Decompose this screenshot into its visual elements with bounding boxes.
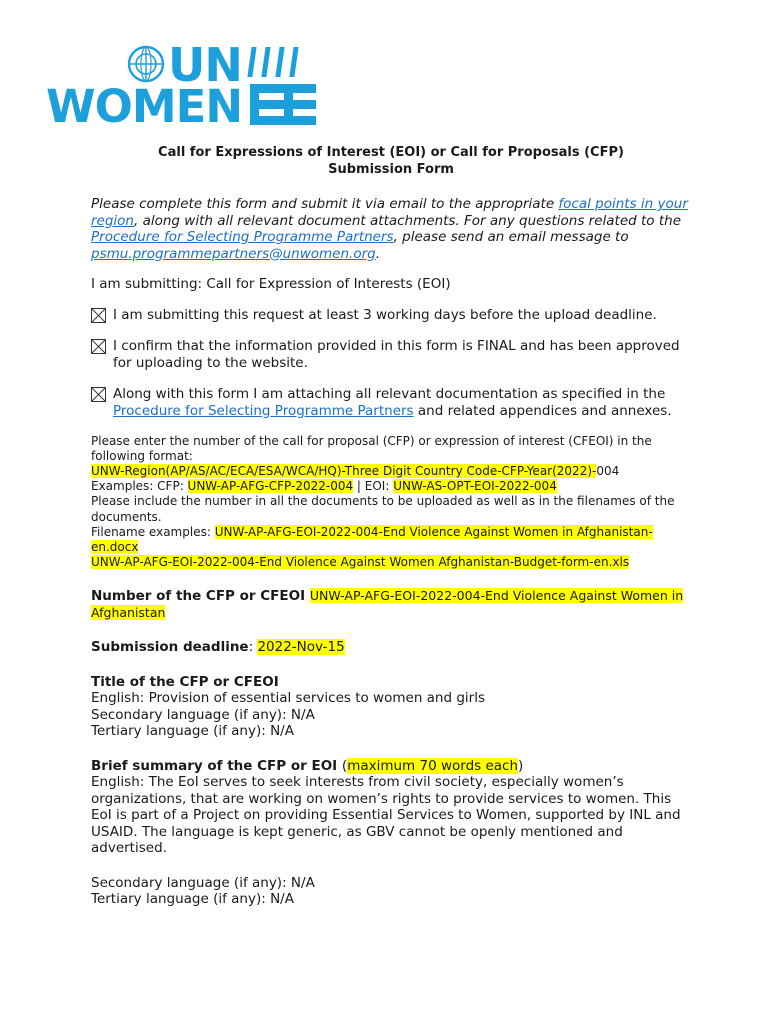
numbering-instructions: Please enter the number of the call for proposal (CFP) or expression of interest (CFEOI) in the following format: UNW-Region(AP/AS/AC/ECA/ESA/WCA/HQ)-Three Digit Country Code-CFP-Year(2022)-004 Examples: CFP: UNW-AP-AFG-CFP-2022-004 | EOI: UNW-AS-OPT-EOI-2022-004 Please include the number in all the documents to be uploaded as well as in the filenames of the documents. Filename examples: UNW-AP-AFG-EOI-2022-004-End Violence Against Women in Afghanistan-en.docx UNW-AP-AFG-EOI-2022-004-End Violence Against Women Afghanistan-Budget-form-en.xls xyxy=(91,433,675,570)
form-title: Call for Expressions of Interest (EOI) or Call for Proposals (CFP) Submission Form xyxy=(158,145,624,177)
logo-un-text: UN xyxy=(168,38,242,92)
checkbox-row-attachments: Along with this form I am attaching all relevant documentation as specified in the Procedure for Selecting Programme Partners and related appendices and annexes. xyxy=(91,386,691,420)
logo-women-text: WOMEN xyxy=(46,80,243,133)
un-emblem-icon xyxy=(126,44,166,84)
title-heading: Title of the CFP or CFEOI xyxy=(91,673,279,690)
format-highlight: UNW-Region(AP/AS/AC/ECA/ESA/WCA/HQ)-Three Digit Country Code-CFP-Year(2022)- xyxy=(91,463,597,478)
cfp-number-section: Number of the CFP or CFEOI UNW-AP-AFG-EOI-2022-004-End Violence Against Women in Afghanistan xyxy=(91,588,684,620)
checked-checkbox-icon[interactable] xyxy=(91,387,106,402)
intro-paragraph: Please complete this form and submit it via email to the appropriate focal points in your region, along with all relevant document attachments. For any questions related to the Procedure for Selecting Programme Partners, please send an email message to psmu.programmepartners@unwomen.org. xyxy=(91,196,688,262)
checked-checkbox-icon[interactable] xyxy=(91,339,106,354)
procedure-link[interactable]: Procedure for Selecting Programme Partners xyxy=(91,229,394,245)
checked-checkbox-icon[interactable] xyxy=(91,308,106,323)
cfp-number-value: UNW-AP-AFG-EOI-2022-004-End Violence Against Women in Afghanistan xyxy=(91,588,684,620)
un-women-logo xyxy=(44,38,324,133)
title-section: Title of the CFP or CFEOI English: Provision of essential services to women and girls Secondary language (if any): N/A Tertiary language (if any): N/A xyxy=(91,674,691,740)
example-eoi: UNW-AS-OPT-EOI-2022-004 xyxy=(393,479,557,494)
form-content xyxy=(91,144,691,908)
summary-section: Brief summary of the CFP or EOI (maximum 70 words each) English: The EoI serves to seek interests from civil society, especially women’s organizations, that are working on women’s rights to provide services to women. This EoI is part of a Project on providing Essential Services to Women, supported by INL and USAID. The language is kept generic, as GBV cannot be openly mentioned and advertised. Secondary language (if any): N/A Tertiary language (if any): N/A xyxy=(91,757,681,908)
checkbox-row-final: I confirm that the information provided in this form is FINAL and has been approved for uploading to the website. xyxy=(91,338,691,372)
deadline-value: 2022-Nov-15 xyxy=(257,639,345,656)
procedure-link-2[interactable]: Procedure for Selecting Programme Partners xyxy=(113,402,414,419)
checkbox-row-deadline: I am submitting this request at least 3 working days before the upload deadline. xyxy=(91,307,691,324)
submitting-statement: I am submitting: Call for Expression of Interests (EOI) xyxy=(91,276,451,292)
filename-example-2: UNW-AP-AFG-EOI-2022-004-End Violence Against Women Afghanistan-Budget-form-en.xls xyxy=(91,555,630,570)
summary-heading: Brief summary of the CFP or EOI xyxy=(91,757,342,774)
filename-example-1: UNW-AP-AFG-EOI-2022-004-End Violence Against Women in Afghanistan-en.docx xyxy=(91,524,653,554)
word-limit-note: maximum 70 words each xyxy=(347,757,519,774)
equality-bars-icon xyxy=(244,44,320,128)
example-cfp: UNW-AP-AFG-CFP-2022-004 xyxy=(187,479,354,494)
focal-points-link[interactable]: focal points in your region xyxy=(91,196,688,229)
deadline-section: Submission deadline: 2022-Nov-15 xyxy=(91,639,345,656)
contact-email-link[interactable]: psmu.programmepartners@unwomen.org xyxy=(91,245,376,262)
